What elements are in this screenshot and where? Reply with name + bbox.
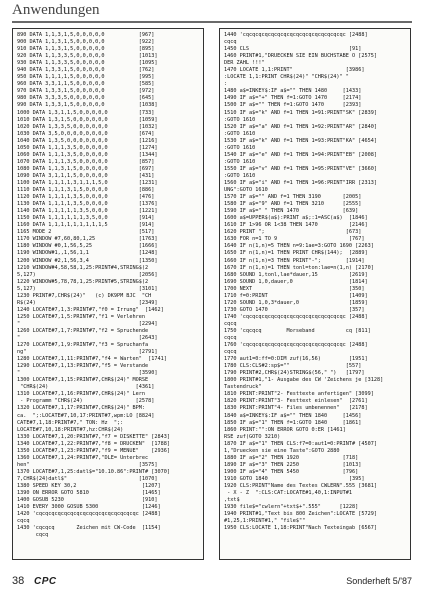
listing-left-line: LOCATE#7,10,18:PRINT#7,hz:CHR$(24): [17, 426, 124, 433]
listing-left-line: hen" [3575]: [17, 461, 158, 468]
listing-left-line: 1080 DATA 1,1,3,1,5,0,0,0,0,0 [697]: [17, 165, 155, 172]
listing-left-line: 1250 LOCATE#7,1,5:PRINT#7,"f1 = Verlehren: [17, 313, 146, 320]
listing-right-line: 1640 IF n(1,n)=5 THEN n=9:1ae=3:GOTO 1690 [2263]: [224, 243, 374, 250]
listing-right-line: 1550 IF a$="v" AND f=1 THEN 1=95:PRINT"VE" [3660]: [224, 165, 378, 172]
listing-left-line: 990 DATA 1,3,3,1,5,0,0,0,0,0 [1038]: [17, 102, 158, 109]
listing-right-line: 1770 aut1=0:ff=0:DIM zuf(16,56) [1951]: [224, 356, 368, 363]
listing-right-line: Tastendruck": [224, 384, 262, 391]
listing-right-line: :GOTO 1610: [224, 172, 256, 179]
listing-left-line: 1290 LOCATE#7,1,13:PRINT#7,"f5 = Verstande: [17, 363, 149, 370]
listing-left-line: 1170 WINDOW #7,60,80,1,25 [1763]: [17, 236, 158, 243]
listing-right-line: 1620 PRINT "; [673]: [224, 229, 362, 236]
listing-right-line: 1780 CLS:CLS#2:sp$="" [557]: [224, 363, 362, 370]
listing-left-line: 1040 DATA 1,3,5,0,0,0,0,0,0,0 [1216]: [17, 137, 158, 144]
listing-left-line: 1110 DATA 1,1,1,3,1,5,0,0,0,0 [886]: [17, 187, 155, 194]
listing-left-line: 1390 ON ERROR GOTO 5810 [1465]: [17, 490, 161, 497]
listing-right-line: 1750 'cqcqcq Morseband cq [811]: [224, 327, 371, 334]
listing-right-line: 1830 PRINT:PRINT"4- Files umbenennen" [2178]: [224, 405, 368, 412]
listing-left-line: 1370 LOCATE#7,1,25:datl$="10.10.86":PRINT# [3070]: [17, 468, 171, 475]
listing-left-line: 1010 DATA 1,3,1,5,0,0,0,0,0,0 [1059]: [17, 116, 158, 123]
listing-right-line: :LOCATE 1,1:PRINT CHR$(24)" "CHR$(24)" ": [224, 74, 349, 81]
issue-label: Sonderheft 5/'87: [346, 576, 412, 586]
listing-right-line: 1920 CLS:PRINT"Name des Textes CWLERN".555 [3681]: [224, 483, 378, 489]
page-footer: [12, 575, 412, 589]
listing-left-line: 1060 DATA 1,1,1,3,5,0,0,0,0,0 [1344]: [17, 151, 158, 158]
listing-left-line: 1430 'cqcqcq Zeichen mit CW-Code [1154]: [17, 525, 161, 532]
listing-left-line: 1240 LOCATE#7,1,3:PRINT#7,"f0 = Irrung" [1462]: [17, 306, 164, 313]
listing-left-line: 1230 PRINT#7,CHR$(24)" (c) DK9PM BJC "CH: [17, 292, 152, 299]
listing-right-line: 1680 SOUND 1,tonl,lae*dauer,15 [2619]: [224, 271, 368, 278]
listing-left-line: " [2643]: [17, 335, 158, 342]
listing-right-line: 1650 IF n(1,n)=1 THEN PRINT CHR$(144); [2889]: [224, 250, 368, 257]
listing-left-line: 1140 DATA 1,1,1,1,1,3,5,0,0,0 [1221]: [17, 208, 158, 215]
listing-right-line: 1520 IF a$="a" AND f=1 THEN 1=92:PRINT"AR" [2840]: [224, 123, 378, 130]
listing-left-line: 1090 DATA 3,1,1,1,5,0,0,0,0,0 [431]: [17, 172, 155, 179]
listing-left-line: 1220 WINDOW#5,78,78,1,25:PRINT#5,STRING$(2: [17, 278, 149, 285]
listing-left-line: 1150 DATA 1,1,1,1,1,1,3,5,0,0 [914]: [17, 215, 155, 222]
listing-right-line: 1730 GOTO 1470 [357]: [224, 306, 365, 313]
listing-left-line: 950 DATA 1,1,1,1,5,0,0,0,0,0 [995]: [17, 74, 155, 81]
listing-left-line: 930 DATA 1,1,3,3,5,0,0,0,0,0 [1095]: [17, 60, 158, 67]
listing-left-line: 1190 WINDOW#1,,1,56,1,1 [1248]: [17, 250, 158, 257]
listing-right-line: cqcq: [224, 320, 237, 327]
listing-left-line: 1420 'cqcqcqcqcqcqcqcqcqcqcqcqcqcqcqcqc [2488]: [17, 511, 161, 518]
listing-right-line: 1910 GOTO 1840 [395]: [224, 475, 365, 482]
listing-left-line: " [3590]: [17, 370, 158, 377]
listing-right-line: 1500 IF a$="" THEN f=1:GOTO 1470 [2393]: [224, 102, 362, 109]
listing-left-line: 890 DATA 1,1,3,1,5,0,0,0,0,0 [967]: [17, 32, 155, 38]
listing-right-line: 1900 IF a$="4" THEN 5450 [796]: [224, 468, 359, 475]
listing-left-line: 1340 LOCATE#7,1,22:PRINT#7,"f8 = DRUCKEN" [1788]: [17, 440, 171, 447]
listing-right-line: 1880 IF a$="2" THEN 1920 [718]: [224, 454, 359, 461]
listing-right-line: 1850 IF a$="1" THEN f=1:GOTO 1840 [1861]: [224, 419, 362, 426]
listing-right-line: 1670 IF n(1,n)=1 THEN tonl=ton:lae=n(1,n) [2170]: [224, 264, 374, 271]
listing-right-line: 1890 IF a$="3" THEN 2250 [1013]: [224, 461, 362, 468]
listing-left-line: 1180 WINDOW #0,1,56,5,25 [1666]: [17, 243, 158, 250]
listing-right-line: 1930 file$="cwlern"+txt$+".555" [1228]: [224, 504, 359, 511]
listing-right-line: 1480 a$=INKEY$:IF a$="" THEN 1480 [1433]: [224, 88, 362, 95]
listing-right-line: DER ZAHL !!!": [224, 60, 265, 67]
listing-right-line: 1740 'cqcqcqcqcqcqcqcqcqcqcqcqcqcqcqcqc [2488]: [224, 313, 368, 320]
listing-right-line: 1490 IF a$="+" THEN f=1:GOTO 1470 [2174]: [224, 95, 362, 102]
listing-left-line: ng" [2791]: [17, 349, 158, 356]
listing-left-line: 900 DATA 1,1,3,1,5,0,0,0,0,0 [922]: [17, 39, 155, 46]
listing-left-line: 1050 DATA 1,1,1,3,5,0,0,0,0,0 [1274]: [17, 144, 158, 151]
listing-right-line: UNG":GOTO 1610: [224, 187, 268, 194]
listing-left-line: 1120 DATA 1,1,1,1,3,5,0,0,0,0 [476]: [17, 194, 155, 201]
listing-right-line: 1790 PRINT#2,CHR$(24)STRING$(56," ") [1797]: [224, 370, 365, 377]
listing-right-line: - X - Z ":CLS:CAT:LOCATE#1,40,1:INPUT#1: [224, 490, 353, 497]
listing-right-line: :GOTO 1610: [224, 130, 256, 137]
listing-right-line: 1590 IF a$=" " THEN 1470 [639]: [224, 208, 359, 215]
listing-right-line: :GOTO 1610: [224, 158, 256, 165]
listing-right-line: 1870 IF a$="1" THEN CLS:f7=0:aut1=0:PRINT# [4507]: [224, 440, 378, 447]
listing-right-line: cqcq: [224, 335, 237, 342]
listing-left-line: 970 DATA 1,3,3,1,5,0,0,0,0,0 [972]: [17, 88, 155, 95]
listing-right-line: 1440 'cqcqcqcqcqcqcqcqcqcqcqcqcqcqcqcqc [2488]: [224, 32, 368, 38]
listing-left-line: 920 DATA 1,1,3,3,5,0,0,0,0,0 [1013]: [17, 53, 158, 60]
listing-left-line: 1330 LOCATE#7,1,20:PRINT#7,"f7 = DISKETTE" [2843]: [17, 433, 171, 440]
listing-right-line: RSE zuf(GOTO 3210): [224, 433, 281, 440]
listing-right-line: 1530 IF a$="k" AND f=1 THEN 1=93:PRINT"KA" [4654]: [224, 137, 378, 144]
listing-left-line: " [2294]: [17, 320, 158, 327]
listing-right-line: :GOTO 1610: [224, 144, 256, 151]
page-number: 38: [12, 575, 25, 587]
listing-right-line: 1690 SOUND 1,0,dauer,0 [1814]: [224, 278, 368, 285]
cpc-logo: CPC: [34, 576, 57, 587]
listing-right-line: 1470 LOCATE 1,1:PRINT" [3986]: [224, 67, 365, 74]
listing-right-line: ,txt$: [224, 497, 240, 504]
listing-left-line: 1310 LOCATE#7,1,16:PRINT#7,CHR$(24)" Lern: [17, 391, 146, 398]
listing-left-line: CATE#7,1,18:PRINT#7," TON: Hz ";:: [17, 419, 124, 426]
listing-left-line: 1300 LOCATE#7,1,15:PRINT#7,CHR$(24)" MORSE: [17, 377, 149, 384]
listing-left-line: 1030 DATA 3,5,0,0,0,0,0,0,0,0 [674]: [17, 130, 155, 137]
listing-left-line: 5,127) [2056]: [17, 271, 158, 278]
listing-left-line: 1130 DATA 1,1,1,1,3,5,0,0,0,0 [1376]: [17, 201, 158, 208]
listing-left-line: 1320 LOCATE#7,1,17:PRINT#7,CHR$(24)" BPM:: [17, 405, 146, 412]
listing-left-line: 1350 LOCATE#7,1,23:PRINT#7,"f9 = MENUE" [2936]: [17, 447, 171, 454]
listing-left-line: 910 DATA 1,1,3,1,5,0,0,0,0,0 [895]: [17, 46, 155, 53]
listing-left-line: 1000 DATA 1,3,1,1,5,0,0,0,0,0 [733]: [17, 109, 155, 116]
listing-right-line: cqcq: [224, 39, 237, 46]
listing-right-line: 1660 IF n(1,n)=3 THEN PRINT"-"; [1914]: [224, 257, 365, 264]
section-title: Anwendungen: [12, 2, 100, 18]
listing-left-line: - Programm "CHR$(24) [2578]: [17, 398, 155, 405]
listing-left-line: 1360 LOCATE#7,1,24:PRINT#7,"DLE= Unterbrec: [17, 454, 149, 461]
listing-left-line: 1020 DATA 1,3,3,5,0,0,0,0,0,0 [1032]: [17, 123, 158, 130]
listing-right-line: :GOTO 1610: [224, 116, 256, 123]
listing-left-line: 7,CHR$(24)datl$" [1070]: [17, 475, 158, 482]
listing-left-line: 1210 WINDOW#4,58,58,1,25:PRINT#4,STRING$(2: [17, 264, 149, 271]
listing-right-line: #1,25,1:PRINT#1," "file$"": [224, 518, 306, 525]
listing-right-line: 1820 PRINT:PRINT"3- Festtext einlesen" [2761]: [224, 398, 368, 405]
listing-right-line: 1510 IF a$="k" AND f=1 THEN 1=91:PRINT"SK" [2839]: [224, 109, 378, 116]
listing-left-line: 5,127) [3101]: [17, 285, 158, 292]
listing-right-line: 1,"Druecken sie eine Taste":GOTO 2880: [224, 447, 340, 454]
listing-left-line: 940 DATA 1,3,3,1,5,0,0,0,0,0 [762]: [17, 67, 155, 74]
listing-right-line: 1540 IF a$="e" AND f=1 THEN 1=94:PRINT"EB" [2008]: [224, 151, 378, 158]
listing-right-line: 1460 PRINT#1,"DRUECKEN SIE EIN BUCHSTABE O [2575]: [224, 53, 378, 60]
listing-right-line: 1810 PRINT:PRINT"2- Festtexte anfertigen" [3099]: [224, 391, 374, 398]
listing-right-line: 1760 'cqcqcqcqcqcqcqcqcqcqcqcqcqcqcqcqc [2488]: [224, 342, 368, 349]
listing-left-line: R$(24) [2349]: [17, 299, 158, 306]
listing-right-line: 1800 PRINT#1,"1- Ausgabe des CW 'Zeichens je [3128]: [224, 377, 384, 384]
listing-left-line: 1380 SPEED KEY 30,2 [1207]: [17, 483, 161, 489]
listing-left-line: 1260 LOCATE#7,1,7:PRINT#7,"f2 = Spruchende: [17, 327, 149, 334]
listing-right-line: cqcq: [224, 349, 237, 356]
listing-column-right: [219, 28, 411, 560]
listing-left-line: 1070 DATA 1,1,1,3,5,0,0,0,0,0 [857]: [17, 158, 155, 165]
listing-right-line: 1950 CLS:LOCATE 1,18:PRINT"Nach Texteingab [6567]: [224, 525, 378, 532]
listing-left-line: 1100 DATA 1,1,1,1,3,1,1,1,5,0 [1231]: [17, 179, 158, 186]
listing-right-line: 1570 IF a$="" AND f=1 THEN 3190 [2005]: [224, 194, 362, 201]
listing-left-line: 1200 WINDOW #2,1,56,3,4 [1350]: [17, 257, 158, 264]
listing-column-left: [12, 28, 204, 560]
listing-left-line: 1410 EVERY 3000 GOSUB 5300 [1246]: [17, 504, 161, 511]
listing-left-line: 1280 LOCATE#7,1,11:PRINT#7,"f4 = Warten" [1741]: [17, 356, 167, 363]
listing-left-line: "CHR$(24) [4361]: [17, 384, 155, 391]
listing-right-line: 1860 PRINT:"":ON ERROR GOTO 0:ER [1461]: [224, 426, 346, 433]
listing-right-line: 1610 IF 1>96 OR 1<38 THEN 1470 [2146]: [224, 222, 368, 229]
listing-left-line: 960 DATA 3,3,1,1,5,0,0,0,0,0 [585]: [17, 81, 155, 88]
listing-left-line: 980 DATA 3,3,3,5,0,0,0,0,0,0 [645]: [17, 95, 155, 102]
listing-right-line: 1840 a$=INKEY$:IF a$="" THEN 1840 [1456]: [224, 412, 362, 419]
listing-right-line: 1450 CLS [91]: [224, 46, 362, 53]
listing-right-line: 1600 a$=UPPER$(a$):PRINT a$;:1=ASC(a$) [1846]: [224, 215, 368, 222]
listing-right-line: 1940 PRINT#1,"Text bis 800 Zeichen":LOCATE [5729]: [224, 511, 378, 518]
listing-right-line: :: [224, 81, 228, 88]
listing-right-line: 1700 NEXT [350]: [224, 285, 365, 292]
header-rule: [12, 21, 412, 23]
listing-right-line: 1720 SOUND 1,0,3*dauer,0 [1859]: [224, 299, 368, 306]
listing-right-line: 1630 FOR n=1 TO 9 [767]: [224, 236, 365, 243]
listing-left-line: 1400 GOSUB 5230 [910]: [17, 497, 158, 504]
listing-right-line: 1560 IF a$="i" AND f=1 THEN 1=96:PRINT"IRR [2313]: [224, 179, 378, 186]
listing-right-line: 1710 f=0:PRINT [1409]: [224, 292, 368, 299]
listing-left-line: cqcq: [17, 518, 30, 525]
listing-left-line: 1165 MODE 2 [517]: [17, 229, 155, 236]
listing-left-line: 1270 LOCATE#7,1,9:PRINT#7,"f3 = Spruchanfa: [17, 342, 149, 349]
listing-left-line: ca. ";:LOCATE#7,10,17:PRINT#7,wpm:LO [8824]: [17, 412, 155, 419]
listing-left-line: cqcq: [17, 532, 49, 539]
listing-left-line: 1160 DATA 1,1,1,1,1,1,1,1,1,5 [914]: [17, 222, 155, 229]
listing-right-line: 1580 IF a$="9" AND f=1 THEN 3210 [2555]: [224, 201, 362, 208]
